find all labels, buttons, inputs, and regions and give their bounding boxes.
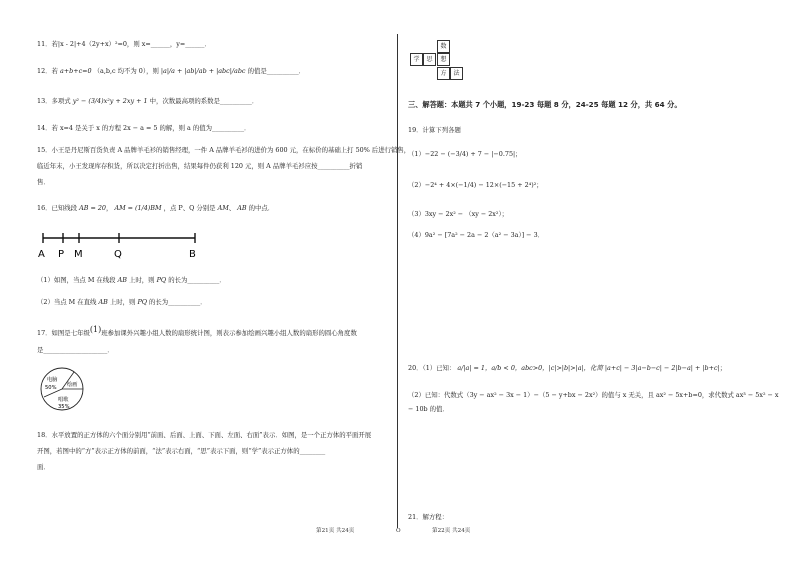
q13-label: 13．多项式 <box>37 97 71 105</box>
pie-label-computer-pct: 50% <box>45 385 57 391</box>
section-3-heading: 三、解答题：本题共 7 个小题，19-23 每题 8 分，24-25 每题 12 分，共 64 分。 <box>408 100 682 109</box>
q12-text: （a,b,c 均不为 0），则 <box>93 67 159 75</box>
question-15-line3: 售． <box>37 178 50 186</box>
question-18-line3: 面． <box>37 463 50 471</box>
q16-ab: AB <box>237 204 247 212</box>
q20-1-expression: |a+c| − 3|a−b−c| − 2|b−a| + |b+c| <box>604 364 720 372</box>
q16-ab-length: AB = 20 <box>79 204 107 212</box>
q16-1-tail: 的长为__________． <box>168 276 226 284</box>
q12-condition: a+b+c=0 <box>59 67 92 75</box>
q16-am-relation: AM = (1/4)BM <box>114 204 162 212</box>
question-20-part2-line1: （2）已知：代数式（3y − ax² − 3x − 1）−（5 − y+bx − 2x²）的值与 x 无关，且 ax² − 5x+b=0，求代数式 ax³ − 5x² − x <box>408 391 779 399</box>
pie-label-drawing: 绘画 <box>67 382 78 388</box>
question-19-part4: （4）9a² − [7a² − 2a − 2（a² − 3a）] − 3． <box>408 231 545 239</box>
pie-label-singing-pct: 35% <box>58 404 70 410</box>
question-16: 16．已知线段 AB = 20， AM = (1/4)BM ，点 P、Q 分别是 AM、 AB 的中点． <box>37 204 275 212</box>
q17-label: 17．如图是七年级 <box>37 329 90 338</box>
net-cell-si: 思 <box>423 53 436 66</box>
q17-text: 班参加课外兴趣小组人数的扇形统计图，则表示参加绘画兴趣小组人数的扇形的圆心角度数 <box>101 329 357 338</box>
q17-class: (1) <box>89 325 102 334</box>
q16-2-pq: PQ <box>137 298 147 306</box>
q16-tail: 的中点． <box>248 204 275 212</box>
pie-label-computer: 电脑 <box>47 377 58 383</box>
q20-1-conditions: a/|a| = 1，a/b < 0，abc>0，|c|>|b|>|a|，化简 <box>457 364 603 372</box>
net-cell-xiang: 想 <box>437 53 450 66</box>
net-cell-fa: 法 <box>450 67 463 80</box>
q16-am: AM <box>217 204 229 212</box>
binding-hole-mark: O <box>396 528 401 534</box>
page-number-right: 第22页 共24页 <box>432 528 471 534</box>
q12-tail: 的值是__________． <box>247 67 306 75</box>
net-cell-xue: 学 <box>410 53 423 66</box>
question-19: 19．计算下列各题 <box>408 126 461 134</box>
q16-2-text2: 上时，则 <box>109 298 136 306</box>
q16-label: 16．已知线段 <box>37 204 78 212</box>
question-20-part2-line2: − 10b 的值． <box>408 405 449 413</box>
question-21: 21．解方程： <box>408 513 449 521</box>
question-18-line2: 开图，若图中的“方”表示正方体的前面，“法”表示右面，“思”表示下面，则“学”表示正方体的________ <box>37 447 326 455</box>
question-17-line1 <box>37 325 357 337</box>
page-number-left: 第21页 共24页 <box>316 528 355 534</box>
question-11: 11．若|x - 2|+4（2y+x）²=0，则 x=______，y=______． <box>37 40 211 48</box>
question-15-line2: 临近年末，小王发现库存积货，所以决定打折出售，结果每件仍获利 120 元，则 A 品牌羊毛衫应按__________折销 <box>37 162 363 170</box>
label-p: P <box>58 249 65 260</box>
q20-1-label: 20．（1）已知： <box>408 364 456 372</box>
question-17-line2: 是____________________． <box>37 346 114 354</box>
question-12 <box>37 67 305 75</box>
q13-text: 中，次数最高项的系数是__________． <box>149 97 259 105</box>
net-cell-shu: 数 <box>437 40 450 53</box>
q12-label: 12．若 <box>37 67 58 75</box>
question-16-part2 <box>37 298 207 306</box>
q13-polynomial: y² − (3/4)x²y + 2xy + 1 <box>72 97 148 105</box>
q20-1-end: ； <box>719 364 727 372</box>
q16-1-text2: 上时，则 <box>128 276 155 284</box>
q16-2-text: （2）当点 M 在直线 <box>37 298 97 306</box>
q16-2-ab: AB <box>98 298 108 306</box>
q16-text: ，点 P、Q 分别是 <box>163 204 216 212</box>
question-18-line1: 18．水平放置的正方体的六个面分别用“前面、后面、上面、下面、左面、右面”表示．如图，是一个正方体的平面开展 <box>37 431 372 439</box>
label-b: B <box>189 249 196 260</box>
label-a: A <box>38 249 45 260</box>
question-19-part1: （1）−22 − (−3/4) + 7 − |−0.75|； <box>408 150 522 158</box>
label-q: Q <box>114 249 122 260</box>
question-20-part1 <box>408 364 726 372</box>
column-divider <box>397 34 398 528</box>
question-19-part3: （3）3xy − 2x² − （xy − 2x²）； <box>408 210 509 218</box>
question-13 <box>37 97 258 105</box>
question-19-part2: （2）−2⁴ + 4×(−1/4) − 12×(−15 + 2⁴)²； <box>408 181 543 189</box>
label-m: M <box>74 249 83 260</box>
question-15-line1: 15．小王是丹尼斯百货负责 A 品牌羊毛衫的销售经理，一件 A 品牌羊毛衫的进价为 600 元，在标价的基础上打 50% 后进行销售， <box>37 146 411 154</box>
question-16-part1 <box>37 276 226 284</box>
pie-chart <box>38 365 86 413</box>
segment-diagram <box>36 228 206 260</box>
q16-1-text: （1）如图，当点 M 在线段 <box>37 276 116 284</box>
q12-expression: |a|/a + |ab|/ab + |abc|/abc <box>160 67 246 75</box>
question-14: 14．若 x=4 是关于 x 的方程 2x − a = 5 的解，则 a 的值为__________． <box>37 124 251 132</box>
net-cell-fang: 方 <box>437 67 450 80</box>
q16-1-ab: AB <box>117 276 127 284</box>
q16-1-pq: PQ <box>156 276 167 284</box>
pie-label-singing: 唱歌 <box>58 397 69 403</box>
q16-2-tail: 的长为__________． <box>149 298 207 306</box>
